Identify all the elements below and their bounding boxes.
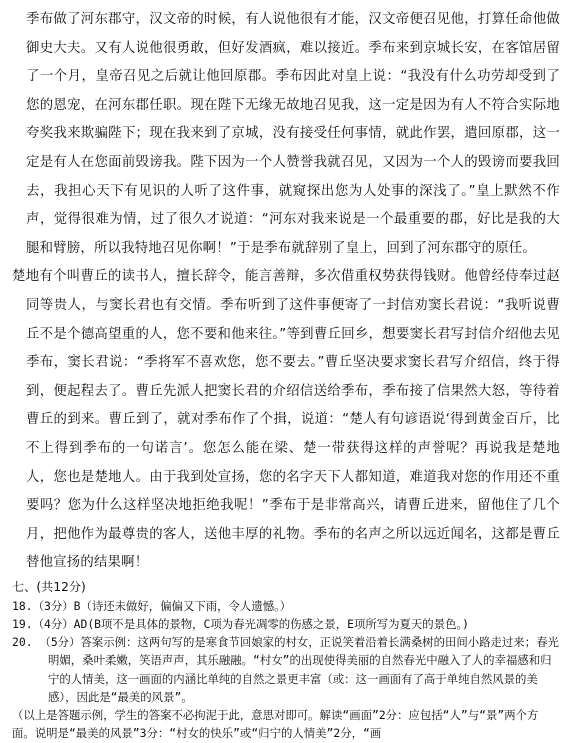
answer-19: 19.（4分）AD(B项不是具体的景物，C项为春光凋零的伤感之景，E项所写为夏天的景色。) [12,617,470,632]
answer-note: （以上是答题示例，学生的答案不必拘泥于此，意思对即可。解读“画面”2分：应包括“人”与“景”两个方面。说明是“最美的风景”3分：“村女的快乐”或“归宁的人情美”2分，“画 [12,708,539,741]
answer-18: 18.（3分）B（诗还未做好，偏偏又下雨，令人遗憾。） [12,598,292,613]
passage-paragraph-1: 季布做了河东郡守，汉文帝的时候，有人说他很有才能，汉文帝便召见他，打算任命他做御史大夫。又有人说他很勇敢，但好发酒疯，难以接近。季布来到京城长安，在客馆居留了一个月，皇帝召见之后就让他回原郡。季布因此对皇上说：“我没有什么功劳却受到了您的恩宠，在河东郡任职。现在陛下无缘无故地召见我，这一定是因为有人不符合实际地夸奖我来欺骗陛下；现在我来到了京城，没有接受任何事情，就此作罢，遣回原郡，这一定是有人在您面前毁谤我。陛下因为一个人赞誉我就召见，又因为一个人的毁谤而要我回去，我担心天下有见识的人听了这件事，就窥探出您为人处事的深浅了。”皇上默然不作声，觉得很难为情，过了很久才说道：“河东对我来说是一个最重要的郡，好比是我的大腿和臂膀，所以我特地召见你啊！”于是季布就辞别了皇上，回到了河东郡守的原任。 [26,12,560,256]
section-title: 七、(共12分) [12,579,86,594]
answer-20: 20. （5分）答案示例：这两句写的是寒食节回娘家的村女，正说笑着沿着长满桑树的田间小路走过来；春光明媚，桑叶柔嫩，笑语声声，其乐融融。“村女”的出现使得美丽的自然春光中融入了人的幸福感和归宁的人情美，这一画面的内涵比单纯的自然之景更丰富（或：这一画面有了高于单纯自然风景的美感），因此是“最美的风景”。 [12,635,559,704]
passage-paragraph-2: 楚地有个叫曹丘的读书人，擅长辞令，能言善辩，多次借重权势获得钱财。他曾经侍奉过赵同等贵人，与窦长君也有交情。季布听到了这件事便寄了一封信劝窦长君说：“我听说曹丘不是个德高望重的人，您不要和他来往。”等到曹丘回乡，想要窦长君写封信介绍他去见季布，窦长君说：“季将军不喜欢您，您不要去。”曹丘坚决要求窦长君写介绍信，终于得到，便起程去了。曹丘先派人把窦长君的介绍信送给季布，季布接了信果然大怒，等待着曹丘的到来。曹丘到了，就对季布作了个揖，说道：“楚人有句谚语说‘得到黄金百斤，比不上得到季布的一句诺言’。您怎么能在梁、楚一带获得这样的声誉呢？再说我是楚地人，您也是楚地人。由于我到处宣扬，您的名字天下人都知道，难道我对您的作用还不重要吗？您为什么这样坚决地拒绝我呢！”季布于是非常高兴，请曹丘进来，留他住了几个月，把他作为最尊贵的客人，送他丰厚的礼物。季布的名声之所以远近闻名，这都是曹丘替他宣扬的结果啊！ [12,269,560,571]
